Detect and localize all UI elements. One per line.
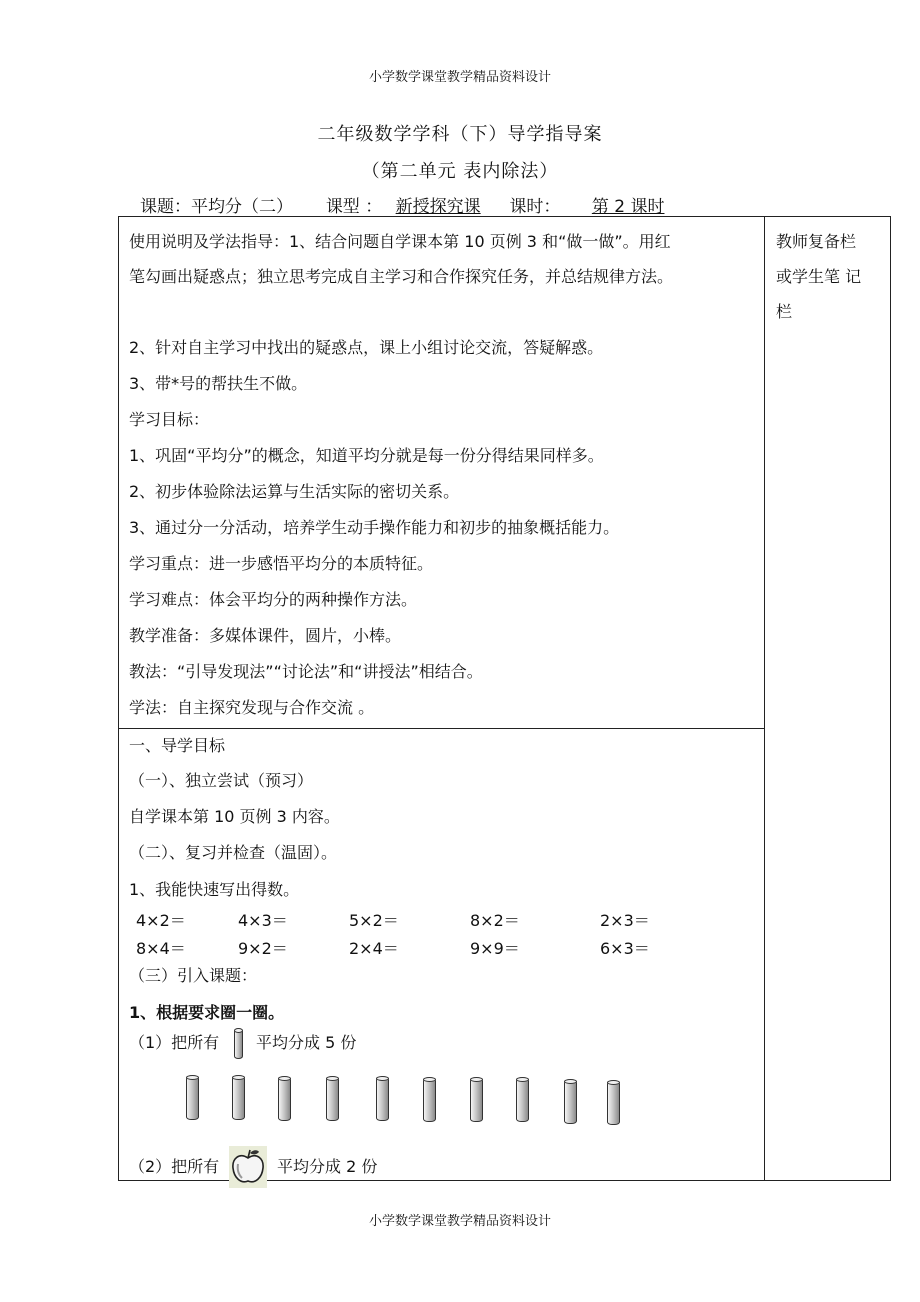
objective-item: 2、初步体验除法运算与生活实际的密切关系。 [129,482,460,501]
equation: 6×3＝ [600,939,650,958]
lesson-meta-row [140,192,700,217]
rod-icon [516,1078,529,1122]
rod-icon [423,1078,436,1122]
row-divider [118,728,765,729]
instructions-line2: 笔勾画出疑惑点；独立思考完成自主学习和合作探究任务，并总结规律方法。 [129,267,674,286]
objective-item: 3、通过分一分活动，培养学生动手操作能力和初步的抽象概括能力。 [129,518,620,537]
equation: 9×9＝ [470,939,520,958]
task1-a-prefix: （1）把所有 [129,1033,220,1052]
rod-icon [326,1077,339,1121]
task1-b-prefix: （2）把所有 [129,1157,220,1176]
rod-icon [607,1081,620,1125]
key-point: 学习重点：进一步感悟平均分的本质特征。 [129,554,434,573]
objective-item: 1、巩固“平均分”的概念，知道平均分就是每一份分得结果同样多。 [129,446,604,465]
rod-icon [564,1080,577,1124]
rod-icon [234,1029,243,1059]
rod-icon [376,1077,389,1121]
learning-method: 学法：自主探究发现与合作交流 。 [129,698,375,717]
part2-heading: （二）、复习并检查（温固）。 [129,843,338,862]
task1-heading: 1、根据要求圈一圈。 [129,1003,285,1022]
task1-b-suffix: 平均分成 2 份 [277,1157,378,1176]
objectives-heading: 学习目标： [129,410,210,429]
side-column-line3: 栏 [776,302,793,321]
part3-heading: （三）引入课题： [129,966,258,985]
teaching-method: 教法：“引导发现法”“讨论法”和“讲授法”相结合。 [129,662,483,681]
period-label: 课时： [509,197,561,217]
period-value: 第 2 课时 [591,197,665,217]
rod-icon [470,1078,483,1122]
instructions-line3: 2、针对自主学习中找出的疑惑点，课上小组讨论交流，答疑解惑。 [129,338,604,357]
part2-question: 1、我能快速写出得数。 [129,880,300,899]
document-title: 二年级数学学科（下）导学指导案 [317,124,603,145]
instructions-line1: 使用说明及学法指导：1、结合问题自学课本第 10 页例 3 和“做一做”。用红 [129,232,671,251]
apple-icon [229,1146,267,1188]
equation: 9×2＝ [238,939,288,958]
section1-heading: 一、导学目标 [129,736,226,755]
side-column-line2: 或学生笔 记 [776,267,862,286]
topic-value: 平均分（二） [191,197,293,217]
rod-icon [278,1077,291,1121]
document-subtitle: （第二单元 表内除法） [361,161,559,182]
type-label: 课型 ： [325,197,383,217]
type-value: 新授探究课 [395,197,481,217]
side-column-line1: 教师复备栏 [776,232,857,251]
equation: 4×3＝ [238,911,288,930]
part1-text: 自学课本第 10 页例 3 内容。 [129,807,340,826]
task1-a-suffix: 平均分成 5 份 [256,1033,357,1052]
equation: 5×2＝ [349,911,399,930]
equation: 2×3＝ [600,911,650,930]
part1-heading: （一）、独立尝试（预习） [129,771,314,790]
equation: 2×4＝ [349,939,399,958]
rod-icon [232,1076,245,1120]
running-footer: 小学数学课堂教学精品资料设计 [368,1214,551,1229]
equation: 4×2＝ [136,911,186,930]
topic-label: 课题： [140,197,191,217]
equation: 8×2＝ [470,911,520,930]
equation: 8×4＝ [136,939,186,958]
running-header: 小学数学课堂教学精品资料设计 [368,70,551,85]
side-column-divider [764,216,765,1181]
preparation: 教学准备：多媒体课件，圆片，小棒。 [129,626,402,645]
rod-icon [186,1076,199,1120]
instructions-line4: 3、带*号的帮扶生不做。 [129,374,308,393]
difficulty: 学习难点：体会平均分的两种操作方法。 [129,590,418,609]
